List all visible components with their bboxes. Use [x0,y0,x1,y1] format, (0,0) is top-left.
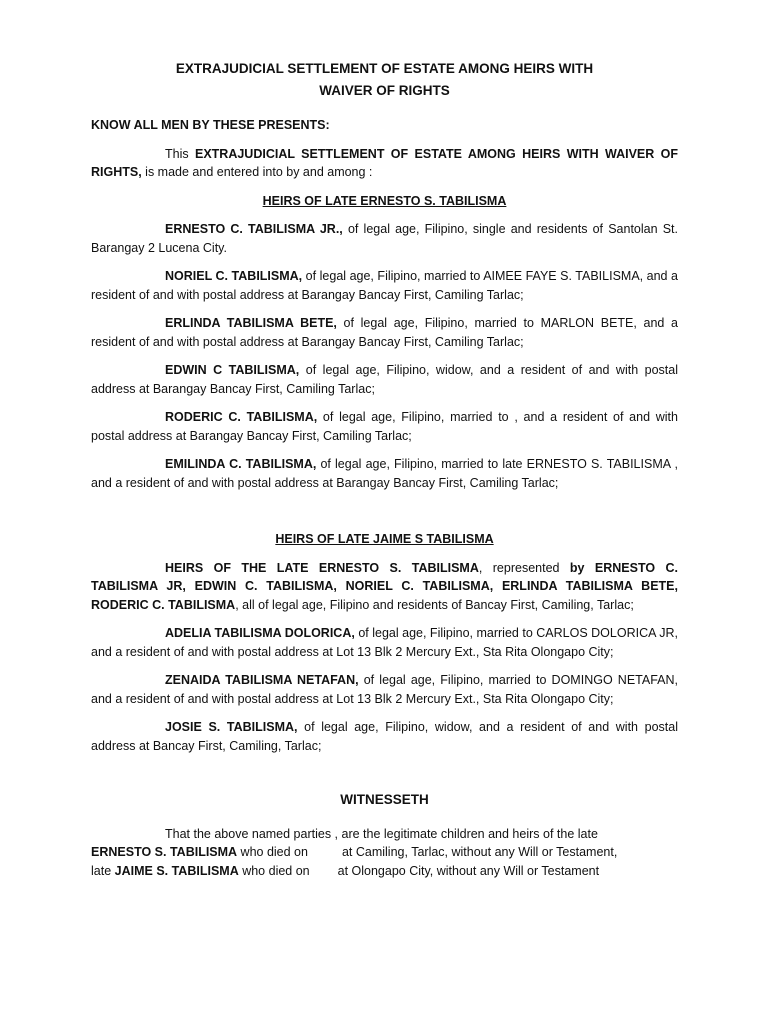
deceased-name: JAIME S. TABILISMA [114,863,239,878]
witnesseth-paragraph [91,825,678,881]
heading-heirs-ernesto: HEIRS OF LATE ERNESTO S. TABILISMA [262,193,507,208]
heir-details: of legal age, Filipino, married to AIMEE FAYE S. TABILISMA, and a resident of and with postal address at Barangay Bancay First, Camiling Tarlac; [91,269,678,302]
heir-details: , represented [478,560,570,575]
title-line-1: EXTRAJUDICIAL SETTLEMENT OF ESTATE AMONG HEIRS WITH [175,61,594,76]
heir-name: ZENAIDA TABILISMA NETAFAN, [165,673,359,687]
heir-paragraph [91,314,678,351]
heir-details: of legal age, Filipino, married to DOMINGO NETAFAN, and a resident of and with postal address at Lot 13 Blk 2 Mercury Ext., Sta Rita Olongapo City; [91,673,678,706]
heir-details: of legal age, Filipino, single and residents of Santolan St. Barangay 2 Lucena City. [91,222,678,255]
heir-paragraph [91,220,678,257]
heir-paragraph [91,408,678,445]
intro-prefix: This [165,146,195,161]
intro-rest: is made and entered into by and among : [141,165,373,179]
body-text: at Olongapo City, without any Will or Testament [337,863,600,878]
heir-name: ADELIA TABILISMA DOLORICA, [165,626,355,640]
section-spacer [91,502,678,530]
heir-details: of legal age, Filipino, married to MARLON BETE, and a resident of and with postal address at Barangay Bancay First, Camiling Tarlac; [91,316,678,349]
heir-paragraph [91,267,678,304]
document-title [91,58,678,102]
heir-paragraph [91,455,678,492]
heir-name: ERLINDA TABILISMA BETE, [165,316,337,330]
heir-name: EMILINDA C. TABILISMA, [165,457,317,471]
heirs-ernesto-list [91,220,678,492]
deceased-name: ERNESTO S. TABILISMA [91,845,238,859]
body-line-3 [91,862,678,881]
heading-heirs-jaime: HEIRS OF LATE JAIME S TABILISMA [275,532,494,546]
heir-name: EDWIN C TABILISMA, [165,363,300,377]
intro-paragraph [91,145,678,182]
heir-paragraph [91,718,678,755]
heir-details: of legal age, Filipino, widow, and a resident of and with postal address at Barangay Bancay First, Camiling Tarlac; [91,363,678,396]
know-all-men: KNOW ALL MEN BY THESE PRESENTS: [91,118,330,132]
body-text: who died on [237,845,308,859]
representatives: by ERNESTO C. TABILISMA JR, EDWIN C. TABILISMA, NORIEL C. TABILISMA, ERLINDA TABILISMA BETE, RODERIC C. TABILISMA [91,560,678,612]
body-line-2 [91,843,678,862]
body-line-1: That the above named parties , are the legitimate children and heirs of the late [165,826,598,841]
witnesseth-heading: WITNESSETH [340,792,429,807]
section-spacer [91,765,678,791]
intro-title: EXTRAJUDICIAL SETTLEMENT OF ESTATE AMONG HEIRS WITH WAIVER OF RIGHTS, [91,146,679,179]
body-text: at Camiling, Tarlac, without any Will or Testament, [341,845,618,859]
heir-details: of legal age, Filipino, widow, and a resident of and with postal address at Bancay First, Camiling, Tarlac; [91,720,679,753]
heir-details: of legal age, Filipino, married to late ERNESTO S. TABILISMA , and a resident of and with postal address at Barangay Bancay First, Camiling Tarlac; [91,457,678,490]
title-line-2: WAIVER OF RIGHTS [319,83,450,98]
heir-details: of legal age, Filipino, married to CARLOS DOLORICA JR, and a resident of and with postal address at Lot 13 Blk 2 Mercury Ext., Sta Rita Olongapo City; [91,626,678,659]
body-text: who died on [238,863,310,878]
body-text: late [91,863,115,878]
heir-paragraph [91,671,678,708]
heir-name: HEIRS OF THE LATE ERNESTO S. TABILISMA [165,560,479,575]
heir-paragraph [91,624,678,661]
heir-details: of legal age, Filipino, married to , and a resident of and with postal address at Barangay Bancay First, Camiling Tarlac; [91,410,678,443]
heir-name: NORIEL C. TABILISMA, [165,269,303,283]
heir-paragraph [91,559,678,615]
heirs-jaime-list [91,559,678,756]
heir-name: ERNESTO C. TABILISMA JR., [165,222,343,236]
heir-name: RODERIC C. TABILISMA, [165,410,318,424]
heir-paragraph [91,361,678,398]
heir-details: , all of legal age, Filipino and residents of Bancay First, Camiling, Tarlac; [235,597,634,612]
heir-name: JOSIE S. TABILISMA, [165,720,298,734]
